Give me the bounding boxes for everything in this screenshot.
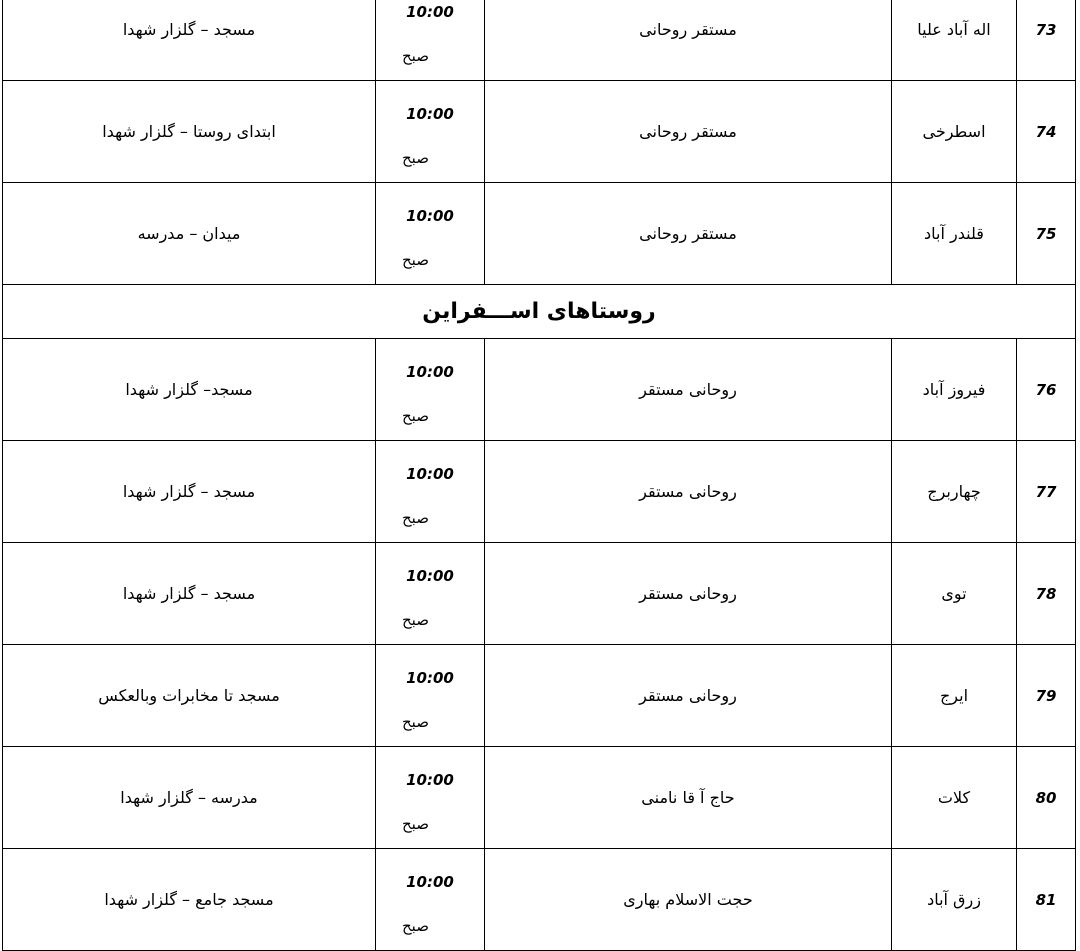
- time-value: 10:00: [406, 669, 454, 687]
- time-cell: [376, 645, 485, 747]
- time-cell: [376, 747, 485, 849]
- section-header-row: [3, 285, 1076, 339]
- time-period: صبح: [402, 47, 429, 65]
- time-period: صبح: [402, 815, 429, 833]
- time-cell: [376, 849, 485, 951]
- village-name: فیروز آباد: [892, 339, 1017, 441]
- route-text: میدان – مدرسه: [3, 183, 376, 285]
- host-name: روحانی مستقر: [485, 441, 892, 543]
- time-cell: [376, 339, 485, 441]
- village-name: ایرج: [892, 645, 1017, 747]
- village-name: اسطرخی: [892, 81, 1017, 183]
- time-period: صبح: [402, 407, 429, 425]
- route-text: مسجد جامع – گلزار شهدا: [3, 849, 376, 951]
- row-number: 74: [1017, 81, 1076, 183]
- time-value: 10:00: [406, 105, 454, 123]
- row-number: 76: [1017, 339, 1076, 441]
- section-title: روستاهای اســـفراین: [3, 285, 1076, 339]
- time-period: صبح: [402, 509, 429, 527]
- table-row: [3, 747, 1076, 849]
- host-name: روحانی مستقر: [485, 543, 892, 645]
- host-name: روحانی مستقر: [485, 645, 892, 747]
- route-text: مسجد – گلزار شهدا: [3, 0, 376, 81]
- route-text: مسجد– گلزار شهدا: [3, 339, 376, 441]
- time-cell: [376, 441, 485, 543]
- host-name: روحانی مستقر: [485, 339, 892, 441]
- time-value: 10:00: [406, 771, 454, 789]
- time-period: صبح: [402, 149, 429, 167]
- route-text: مسجد – گلزار شهدا: [3, 441, 376, 543]
- host-name: مستقر روحانی: [485, 183, 892, 285]
- table-row: [3, 441, 1076, 543]
- route-text: مدرسه – گلزار شهدا: [3, 747, 376, 849]
- route-text: مسجد تا مخابرات وبالعکس: [3, 645, 376, 747]
- row-number: 78: [1017, 543, 1076, 645]
- village-name: قلندر آباد: [892, 183, 1017, 285]
- time-value: 10:00: [406, 567, 454, 585]
- time-cell: [376, 0, 485, 81]
- village-name: کلات: [892, 747, 1017, 849]
- village-name: چهاربرج: [892, 441, 1017, 543]
- village-name: زرق آباد: [892, 849, 1017, 951]
- host-name: مستقر روحانی: [485, 81, 892, 183]
- time-period: صبح: [402, 251, 429, 269]
- row-number: 75: [1017, 183, 1076, 285]
- village-name: توی: [892, 543, 1017, 645]
- host-name: حجت الاسلام بهاری: [485, 849, 892, 951]
- row-number: 81: [1017, 849, 1076, 951]
- host-name: مستقر روحانی: [485, 0, 892, 81]
- table-row: [3, 645, 1076, 747]
- time-period: صبح: [402, 611, 429, 629]
- time-period: صبح: [402, 917, 429, 935]
- row-number: 80: [1017, 747, 1076, 849]
- table-row: [3, 339, 1076, 441]
- host-name: حاج آ قا نامنی: [485, 747, 892, 849]
- time-period: صبح: [402, 713, 429, 731]
- schedule-table: [2, 0, 1076, 951]
- route-text: مسجد – گلزار شهدا: [3, 543, 376, 645]
- time-cell: [376, 183, 485, 285]
- time-cell: [376, 543, 485, 645]
- row-number: 79: [1017, 645, 1076, 747]
- time-cell: [376, 81, 485, 183]
- time-value: 10:00: [406, 873, 454, 891]
- time-value: 10:00: [406, 465, 454, 483]
- village-name: اله آباد علیا: [892, 0, 1017, 81]
- row-number: 73: [1017, 0, 1076, 81]
- time-value: 10:00: [406, 3, 454, 21]
- row-number: 77: [1017, 441, 1076, 543]
- time-value: 10:00: [406, 363, 454, 381]
- route-text: ابتدای روستا – گلزار شهدا: [3, 81, 376, 183]
- table-row: [3, 183, 1076, 285]
- table-row: [3, 543, 1076, 645]
- table-row: [3, 849, 1076, 951]
- table-row: [3, 0, 1076, 81]
- table-row: [3, 81, 1076, 183]
- time-value: 10:00: [406, 207, 454, 225]
